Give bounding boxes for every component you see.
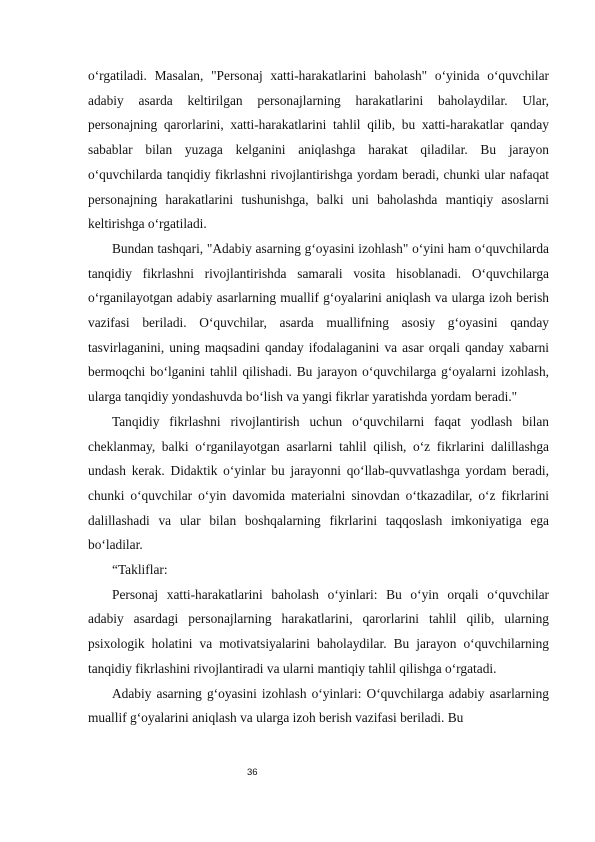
paragraph-critical-thinking: Tanqidiy fikrlashni rivojlantirish uchun o‘quvchilarni faqat yodlash bilan cheklanmay, balki o‘rganilayotgan asarlarni tahlil qilish, o‘z fikrlarini dalillashga undash kerak. Didaktik o‘yinlar bu jarayonni qo‘llab-quvvatlashga yordam beradi, chunki o‘quvchilar o‘yin davomida materialni sinovdan o‘tkazadilar, o‘z fikrlarini dalillashadi va ular bilan boshqalarning fikrlarini taqqoslash imkoniyatiga ega bo‘ladilar.: [88, 413, 549, 553]
page-number: 36: [247, 767, 258, 778]
suggestion-literary-idea: Adabiy asarning g‘oyasini izohlash o‘yinlari: O‘quvchilarga adabiy asarlarning muallif g‘oyalarini aniqlash va ularga izoh berish vazifasi beriladi. Bu: [88, 685, 549, 726]
suggestions-heading: “Takliflar:: [112, 562, 168, 578]
page-body: [88, 64, 549, 731]
paragraph-literary-idea-game: Bundan tashqari, "Adabiy asarning g‘oyasini izohlash" o‘yini ham o‘quvchilarda tanqidiy fikrlashni rivojlantirishda samarali vosita hisoblanadi. O‘quvchilarga o‘rganilayotgan adabiy asarlarning muallif g‘oyalarini aniqlash va ularga izoh berish vazifasi beriladi. O‘quvchilar, asarda muallifning asosiy g‘oyasini qanday tasvirlaganini, uning maqsadini qanday ifodalaganini va asar orqali qanday xabarni bermoqchi bo‘lganini tahlil qilishadi. Bu jarayon o‘quvchilarga g‘oyalarni izohlash, ularga tanqidiy yondashuvda bo‘lish va yangi fikrlar yaratishda yordam beradi.": [88, 240, 549, 405]
suggestion-character-evaluation: Personaj xatti-harakatlarini baholash o‘yinlari: Bu o‘yin orqali o‘quvchilar adabiy asardagi personajlarning harakatlarini, qarorlarini tahlil qilib, ularning psixologik holatini va motivatsiyalarini baholaydilar. Bu jarayon o‘quvchilarning tanqidiy fikrlashini rivojlantiradi va ularni mantiqiy tahlil qilishga o‘rgatadi.: [88, 586, 549, 676]
paragraph-character-evaluation-game: o‘rgatiladi. Masalan, "Personaj xatti-harakatlarini baholash" o‘yinida o‘quvchilar adabiy asarda keltirilgan personajlarning harakatlarini baholaydilar. Ular, personajning qarorlarini, xatti-harakatlarini tahlil qilib, bu xatti-harakatlar qanday sabablar bilan yuzaga kelganini aniqlashga harakat qiladilar. Bu jarayon o‘quvchilarda tanqidiy fikrlashni rivojlantirishga yordam beradi, chunki ular nafaqat personajning harakatlarini tushunishga, balki uni baholashda mantiqiy asoslarni keltirishga o‘rgatiladi.: [88, 68, 549, 232]
